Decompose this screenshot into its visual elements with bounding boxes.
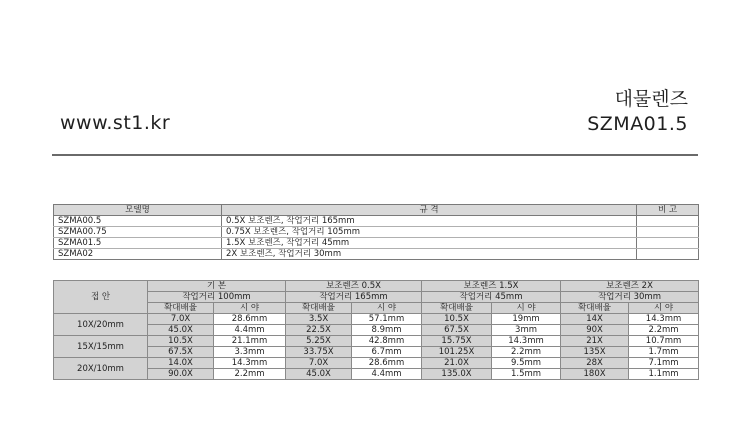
mag-cell: 14X: [561, 314, 629, 325]
mag-cell: 3.5X: [286, 314, 352, 325]
mag-cell: 10.5X: [422, 314, 492, 325]
mag-cell: 135.0X: [422, 369, 492, 380]
eyepiece-label: 10X/20mm: [54, 314, 148, 336]
group-name-base: 기 본: [148, 281, 286, 292]
mag-cell: 67.5X: [148, 347, 214, 358]
group-wd-base: 작업거리 100mm: [148, 292, 286, 303]
fov-cell: 6.7mm: [352, 347, 422, 358]
spec-model-cell: SZMA00.5: [54, 216, 222, 227]
mag-cell: 135X: [561, 347, 629, 358]
spec-spec-cell: 2X 보조렌즈, 작업거리 30mm: [222, 249, 637, 260]
fov-cell: 1.5mm: [492, 369, 561, 380]
subheader-mag: 확대배율: [422, 303, 492, 314]
mag-cell: 21X: [561, 336, 629, 347]
fov-cell: 2.2mm: [492, 347, 561, 358]
mag-cell: 28X: [561, 358, 629, 369]
spec-note-cell: [637, 249, 699, 260]
spec-header-model: 모델명: [54, 205, 222, 216]
subheader-mag: 확대배율: [561, 303, 629, 314]
mag-cell: 15.75X: [422, 336, 492, 347]
eyepiece-label: 15X/15mm: [54, 336, 148, 358]
fov-cell: 7.1mm: [629, 358, 699, 369]
subheader-fov: 시 야: [352, 303, 422, 314]
group-wd-aux-15: 작업거리 45mm: [422, 292, 561, 303]
fov-cell: 2.2mm: [214, 369, 286, 380]
title-block: [587, 88, 688, 137]
subheader-fov: 시 야: [492, 303, 561, 314]
eyepiece-header: 접 안: [54, 281, 148, 314]
fov-cell: 9.5mm: [492, 358, 561, 369]
fov-cell: 19mm: [492, 314, 561, 325]
product-category-title: 대물렌즈: [614, 88, 688, 110]
table-row: [54, 325, 699, 336]
fov-cell: 1.7mm: [629, 347, 699, 358]
mag-wd-row: [54, 292, 699, 303]
mag-group-row: [54, 281, 699, 292]
spec-model-cell: SZMA02: [54, 249, 222, 260]
fov-cell: 8.9mm: [352, 325, 422, 336]
spec-header-row: [54, 205, 699, 216]
fov-cell: 14.3mm: [492, 336, 561, 347]
spec-model-cell: SZMA00.75: [54, 227, 222, 238]
subheader-fov: 시 야: [629, 303, 699, 314]
mag-cell: 45.0X: [148, 325, 214, 336]
table-row: [54, 336, 699, 347]
spec-spec-cell: 0.5X 보조렌즈, 작업거리 165mm: [222, 216, 637, 227]
header-divider: [52, 154, 698, 156]
mag-cell: 22.5X: [286, 325, 352, 336]
spec-spec-cell: 1.5X 보조렌즈, 작업거리 45mm: [222, 238, 637, 249]
mag-cell: 10.5X: [148, 336, 214, 347]
spec-note-cell: [637, 238, 699, 249]
group-wd-aux-05: 작업거리 165mm: [286, 292, 422, 303]
mag-cell: 33.75X: [286, 347, 352, 358]
fov-cell: 14.3mm: [214, 358, 286, 369]
mag-cell: 90.0X: [148, 369, 214, 380]
mag-subheader-row: [54, 303, 699, 314]
fov-cell: 57.1mm: [352, 314, 422, 325]
fov-cell: 14.3mm: [629, 314, 699, 325]
fov-cell: 2.2mm: [629, 325, 699, 336]
mag-cell: 21.0X: [422, 358, 492, 369]
table-row: [54, 216, 699, 227]
table-row: [54, 358, 699, 369]
mag-cell: 101.25X: [422, 347, 492, 358]
table-row: [54, 227, 699, 238]
fov-cell: 42.8mm: [352, 336, 422, 347]
spec-model-cell: SZMA01.5: [54, 238, 222, 249]
mag-cell: 67.5X: [422, 325, 492, 336]
fov-cell: 10.7mm: [629, 336, 699, 347]
fov-cell: 4.4mm: [214, 325, 286, 336]
fov-cell: 28.6mm: [214, 314, 286, 325]
spec-table: [53, 204, 699, 260]
fov-cell: 1.1mm: [629, 369, 699, 380]
mag-cell: 45.0X: [286, 369, 352, 380]
spec-spec-cell: 0.75X 보조렌즈, 작업거리 105mm: [222, 227, 637, 238]
subheader-mag: 확대배율: [286, 303, 352, 314]
mag-cell: 90X: [561, 325, 629, 336]
fov-cell: 28.6mm: [352, 358, 422, 369]
fov-cell: 4.4mm: [352, 369, 422, 380]
spec-note-cell: [637, 227, 699, 238]
fov-cell: 21.1mm: [214, 336, 286, 347]
mag-cell: 7.0X: [148, 314, 214, 325]
mag-cell: 5.25X: [286, 336, 352, 347]
fov-cell: 3mm: [492, 325, 561, 336]
spec-header-spec: 규 격: [222, 205, 637, 216]
eyepiece-label: 20X/10mm: [54, 358, 148, 380]
fov-cell: 3.3mm: [214, 347, 286, 358]
mag-cell: 180X: [561, 369, 629, 380]
mag-cell: 7.0X: [286, 358, 352, 369]
website-url: www.st1.kr: [60, 112, 171, 134]
product-model-title: SZMA01.5: [587, 113, 688, 135]
table-row: [54, 249, 699, 260]
spec-note-cell: [637, 216, 699, 227]
group-wd-aux-2: 작업거리 30mm: [561, 292, 699, 303]
group-name-aux-15: 보조렌즈 1.5X: [422, 281, 561, 292]
table-row: [54, 314, 699, 325]
group-name-aux-2: 보조렌즈 2X: [561, 281, 699, 292]
table-row: [54, 347, 699, 358]
subheader-fov: 시 야: [214, 303, 286, 314]
table-row: [54, 238, 699, 249]
magnification-table: [53, 280, 699, 380]
subheader-mag: 확대배율: [148, 303, 214, 314]
table-row: [54, 369, 699, 380]
mag-cell: 14.0X: [148, 358, 214, 369]
spec-header-note: 비 고: [637, 205, 699, 216]
group-name-aux-05: 보조렌즈 0.5X: [286, 281, 422, 292]
